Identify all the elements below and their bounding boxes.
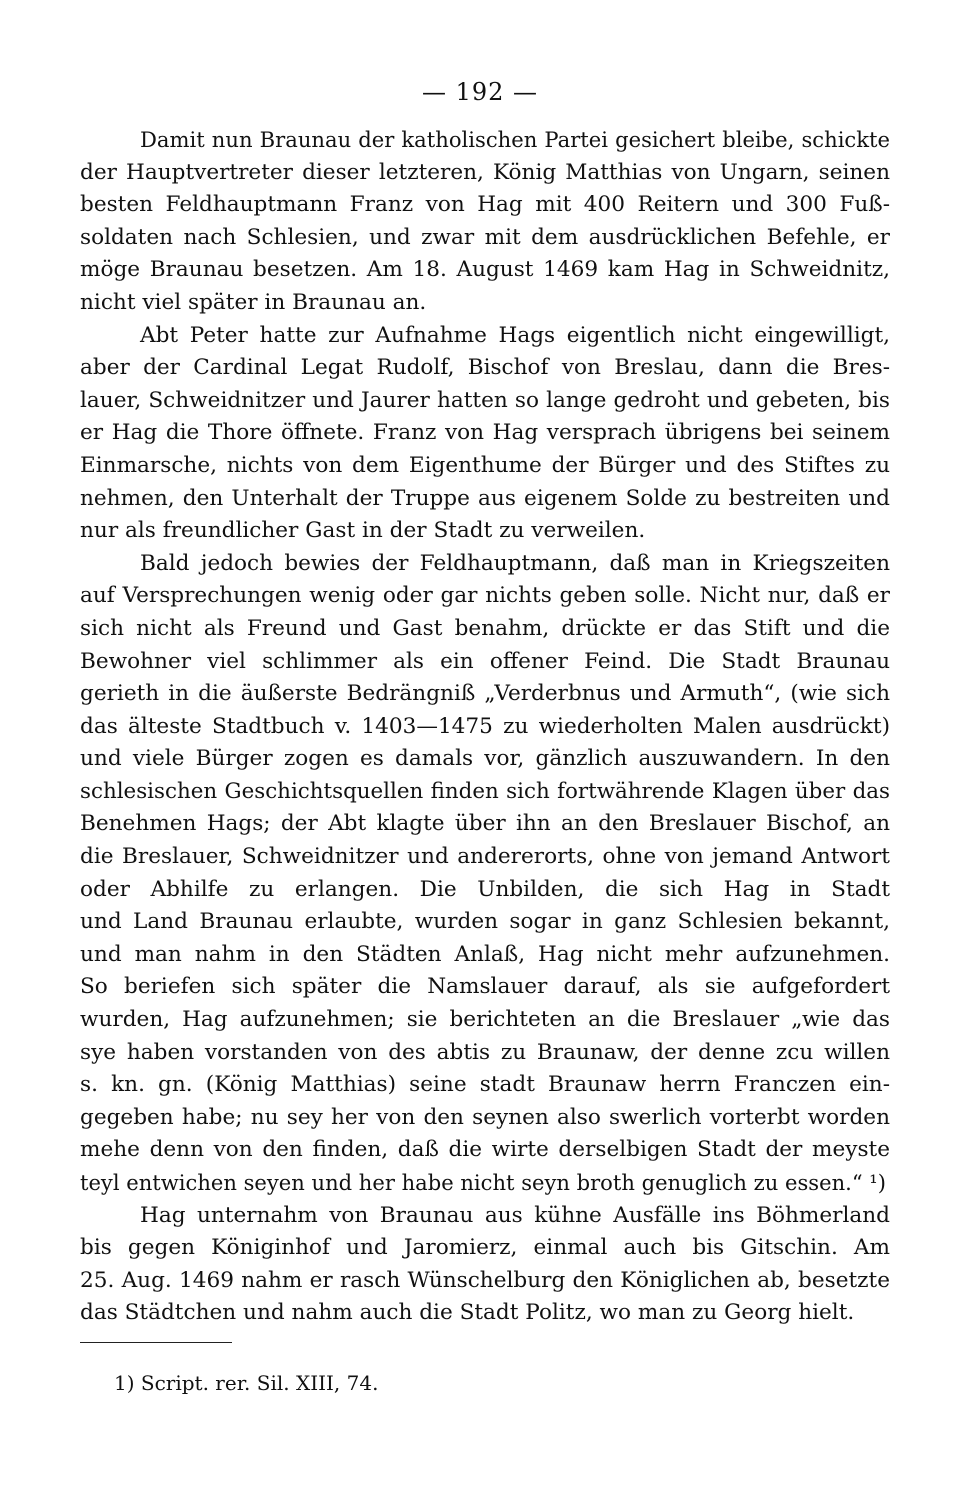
text-line: soldaten nach Schlesien, und zwar mit dem ausdrücklichen Befehle, er [80,224,890,250]
text-line: sye haben vorstanden von des abtis zu Braunaw, der denne zcu willen [80,1039,890,1065]
text-line: Damit nun Braunau der katholischen Partei gesichert bleibe, schickte [140,127,890,152]
page-number: — 192 — [421,78,539,106]
text-line: 25. Aug. 1469 nahm er rasch Wünschelburg den Königlichen ab, besetzte [80,1267,890,1293]
text-line: er Hag die Thore öffnete. Franz von Hag versprach übrigens bei seinem [80,420,890,446]
text-line: das älteste Stadtbuch v. 1403—1475 zu wiederholten Malen ausdrückt) [80,713,890,739]
text-line: gerieth in die äußerste Bedrängniß „Verderbnus und Armuth“, (wie sich [80,681,890,707]
text-line: So beriefen sich später die Namslauer darauf, als sie aufgefordert [80,974,890,1000]
text-line: sich nicht als Freund und Gast benahm, drückte er das Stift und die [80,615,890,641]
text-line: s. kn. gn. (König Matthias) seine stadt Braunaw herrn Franczen ein- [80,1072,890,1098]
text-line: das Städtchen und nahm auch die Stadt Politz, wo man zu Georg hielt. [80,1300,855,1326]
paragraph [80,124,890,320]
text-line: Einmarsche, nichts von dem Eigenthume der Bürger und des Stiftes zu [80,452,890,478]
text-line: wurden, Hag aufzunehmen; sie berichteten an die Breslauer „wie das [80,1007,890,1033]
text-line: aber der Cardinal Legat Rudolf, Bischof von Breslau, dann die Bres- [80,355,890,381]
text-line: Abt Peter hatte zur Aufnahme Hags eigentlich nicht eingewilligt, [140,322,890,348]
text-line: teyl entwichen seyen und her habe nicht seyn broth genuglich zu essen.“ ¹) [80,1170,886,1195]
paragraph [80,548,890,1200]
text-line: auf Versprechungen wenig oder gar nichts geben solle. Nicht nur, daß er [80,583,890,609]
text-line: nicht viel später in Braunau an. [80,289,427,315]
text-line: die Breslauer, Schweidnitzer und andererorts, ohne von jemand Antwort [80,844,890,870]
text-line: Bald jedoch bewies der Feldhauptmann, daß man in Kriegszeiten [140,550,890,576]
text-line: Bewohner viel schlimmer als ein offener Feind. Die Stadt Braunau [80,648,890,674]
body-text [80,124,890,1330]
paragraph [80,1200,890,1330]
text-line: nehmen, den Unterhalt der Truppe aus eigenem Solde zu bestreiten und [80,485,890,511]
footnote: 1) Script. rer. Sil. XIII, 74. [114,1371,379,1395]
text-line: nur als freundlicher Gast in der Stadt zu verweilen. [80,518,646,544]
text-line: lauer, Schweidnitzer und Jaurer hatten so lange gedroht und gebeten, bis [80,387,890,413]
text-line: besten Feldhauptmann Franz von Hag mit 400 Reitern und 300 Fuß- [80,192,890,218]
text-line: möge Braunau besetzen. Am 18. August 1469 kam Hag in Schweidnitz, [80,257,890,283]
paragraph [80,320,890,548]
text-line: und viele Bürger zogen es damals vor, gänzlich auszuwandern. In den [80,746,890,772]
text-line: schlesischen Geschichtsquellen finden sich fortwährende Klagen über das [80,778,890,804]
text-line: oder Abhilfe zu erlangen. Die Unbilden, die sich Hag in Stadt [80,876,890,902]
text-line: mehe denn von den finden, daß die wirte derselbigen Stadt der meyste [80,1137,890,1163]
text-line: Benehmen Hags; der Abt klagte über ihn an den Breslauer Bischof, an [80,811,890,837]
text-line: Hag unternahm von Braunau aus kühne Ausfälle ins Böhmerland [140,1202,890,1228]
text-line: und Land Braunau erlaubte, wurden sogar in ganz Schlesien bekannt, [80,909,890,935]
footnote-divider [80,1342,232,1343]
text-line: der Hauptvertreter dieser letzteren, König Matthias von Ungarn, seinen [80,159,890,185]
text-line: und man nahm in den Städten Anlaß, Hag nicht mehr aufzunehmen. [80,941,890,967]
text-line: gegeben habe; nu sey her von den seynen also swerlich vorterbt worden [80,1104,890,1130]
text-line: bis gegen Königinhof und Jaromierz, einmal auch bis Gitschin. Am [80,1235,890,1261]
